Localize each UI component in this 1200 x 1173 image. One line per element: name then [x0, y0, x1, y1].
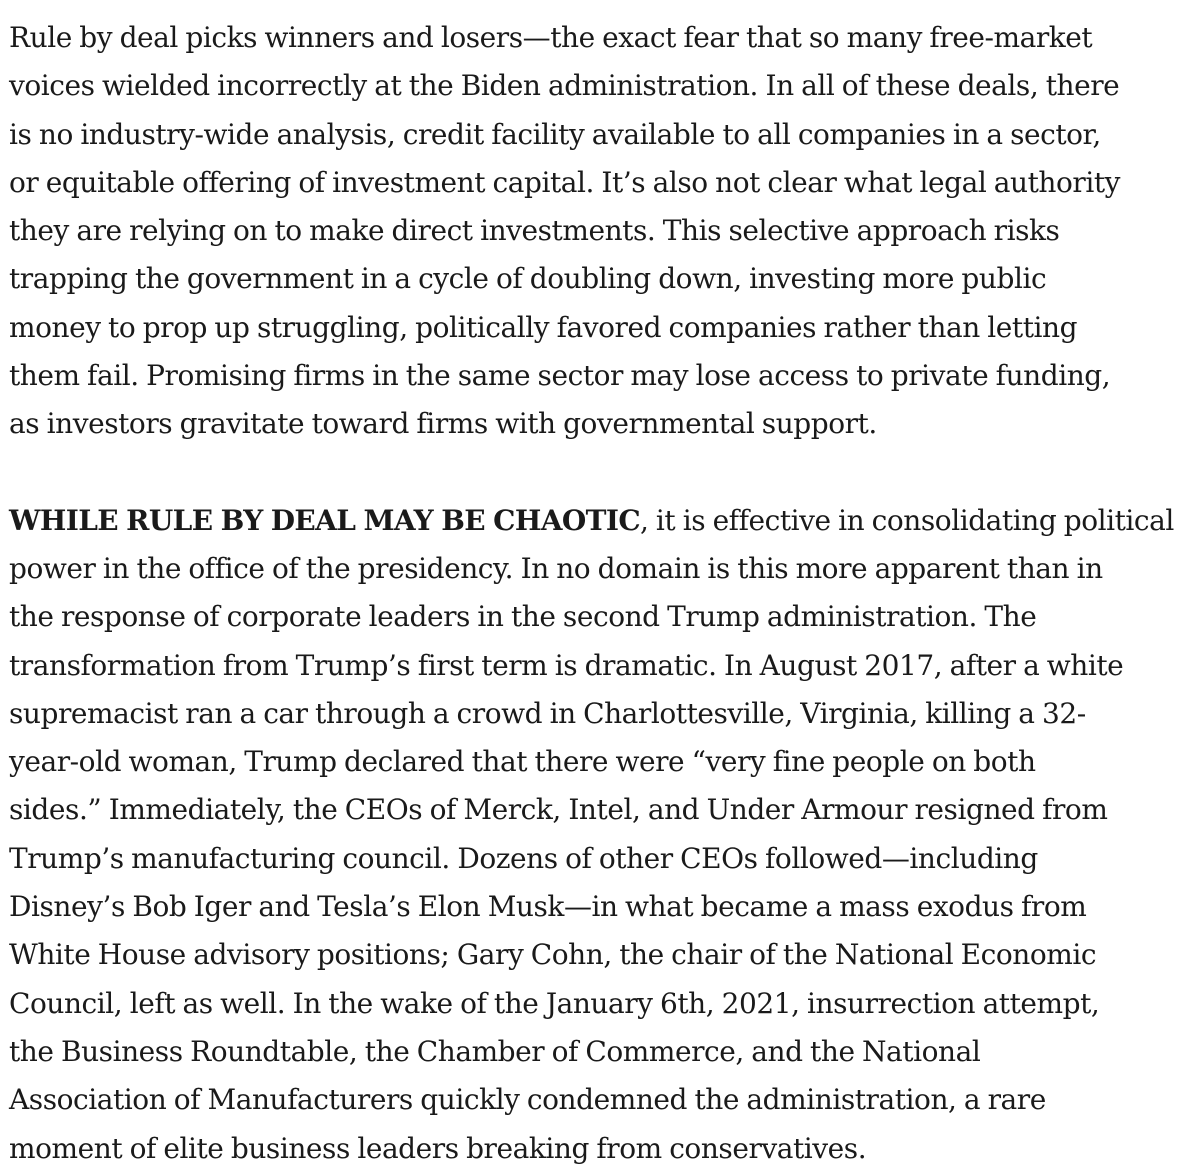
text-line: Council, left as well. In the wake of the January 6th, 2021, insurrection attempt,: [9, 986, 1100, 1020]
text-line: them fail. Promising firms in the same sector may lose access to private funding,: [9, 359, 1111, 393]
text-line: sides.” Immediately, the CEOs of Merck, Intel, and Under Armour resigned from: [9, 793, 1108, 827]
text-line: Trump’s manufacturing council. Dozens of other CEOs followed—including: [9, 841, 1038, 875]
text-line: they are relying on to make direct investments. This selective approach risks: [9, 214, 1060, 248]
text-line: power in the office of the presidency. In no domain is this more apparent than in: [9, 551, 1103, 585]
text-line: trapping the government in a cycle of doubling down, investing more public: [9, 262, 1047, 296]
paragraph-rule-by-deal: [9, 14, 1194, 449]
lead-in-continuation: , it is effective in consolidating political: [640, 503, 1174, 537]
article-body: [9, 14, 1194, 1173]
text-line: supremacist ran a car through a crowd in Charlottesville, Virginia, killing a 32-: [9, 696, 1086, 730]
text-line: Disney’s Bob Iger and Tesla’s Elon Musk—in what became a mass exodus from: [9, 890, 1087, 924]
text-line: the Business Roundtable, the Chamber of Commerce, and the National: [9, 1034, 981, 1068]
text-line: or equitable offering of investment capital. It’s also not clear what legal authority: [9, 165, 1121, 199]
text-line: White House advisory positions; Gary Cohn, the chair of the National Economic: [9, 938, 1097, 972]
text-line: Association of Manufacturers quickly condemned the administration, a rare: [9, 1083, 1046, 1117]
text-line-first: [9, 497, 1194, 545]
text-line: voices wielded incorrectly at the Biden administration. In all of these deals, there: [9, 69, 1120, 103]
paragraph-consolidating-power: [9, 497, 1194, 1173]
text-line: the response of corporate leaders in the second Trump administration. The: [9, 600, 1037, 634]
section-lead-in: WHILE RULE BY DEAL MAY BE CHAOTIC: [9, 503, 641, 537]
text-line: transformation from Trump’s first term is dramatic. In August 2017, after a white: [9, 648, 1124, 682]
text-line: moment of elite business leaders breaking from conservatives.: [9, 1131, 867, 1165]
text-line: as investors gravitate toward firms with governmental support.: [9, 407, 877, 441]
text-line: Rule by deal picks winners and losers—the exact fear that so many free-market: [9, 21, 1093, 54]
text-line: year-old woman, Trump declared that there were “very fine people on both: [9, 745, 1036, 779]
text-line: is no industry-wide analysis, credit facility available to all companies in a sector,: [9, 117, 1101, 151]
text-line: money to prop up struggling, politically favored companies rather than letting: [9, 310, 1078, 344]
